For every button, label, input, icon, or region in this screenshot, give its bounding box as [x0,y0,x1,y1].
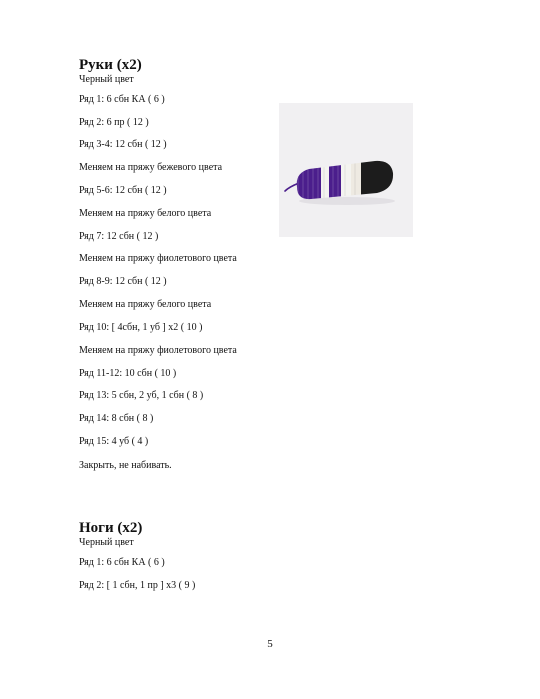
arms-section [79,56,142,86]
arms-row: Ряд 7: 12 сбн ( 12 ) [79,231,159,242]
legs-section [79,519,142,549]
arms-row: Закрыть, не набивать. [79,460,172,471]
arms-row: Ряд 8-9: 12 сбн ( 12 ) [79,276,167,287]
arms-row: Ряд 3-4: 12 сбн ( 12 ) [79,139,167,150]
legs-title: Ноги (х2) [79,520,143,536]
page-number: 5 [267,638,273,650]
arms-title: Руки (х2) [79,57,142,73]
legs-row: Ряд 1: 6 сбн КА ( 6 ) [79,557,165,568]
arms-row: Меняем на пряжу белого цвета [79,299,212,310]
arms-row: Ряд 1: 6 сбн КА ( 6 ) [79,94,165,105]
crochet-arm-illustration [279,103,413,237]
arms-row: Ряд 11-12: 10 сбн ( 10 ) [79,368,177,379]
arms-row: Ряд 14: 8 сбн ( 8 ) [79,413,154,424]
arms-row: Ряд 5-6: 12 сбн ( 12 ) [79,185,167,196]
arms-row: Ряд 15: 4 уб ( 4 ) [79,436,149,447]
arms-row: Ряд 10: [ 4сбн, 1 уб ] х2 ( 10 ) [79,322,203,333]
legs-color-note: Черный цвет [79,537,134,548]
arms-color-note: Черный цвет [79,74,134,85]
arms-row: Ряд 13: 5 сбн, 2 уб, 1 сбн ( 8 ) [79,390,204,401]
legs-row: Ряд 2: [ 1 сбн, 1 пр ] х3 ( 9 ) [79,580,196,591]
crochet-arm-photo [279,103,413,237]
arms-row: Меняем на пряжу бежевого цвета [79,162,223,173]
arms-row: Ряд 2: 6 пр ( 12 ) [79,117,149,128]
arms-row: Меняем на пряжу фиолетового цвета [79,253,237,264]
arms-row: Меняем на пряжу фиолетового цвета [79,345,237,356]
arms-row: Меняем на пряжу белого цвета [79,208,212,219]
